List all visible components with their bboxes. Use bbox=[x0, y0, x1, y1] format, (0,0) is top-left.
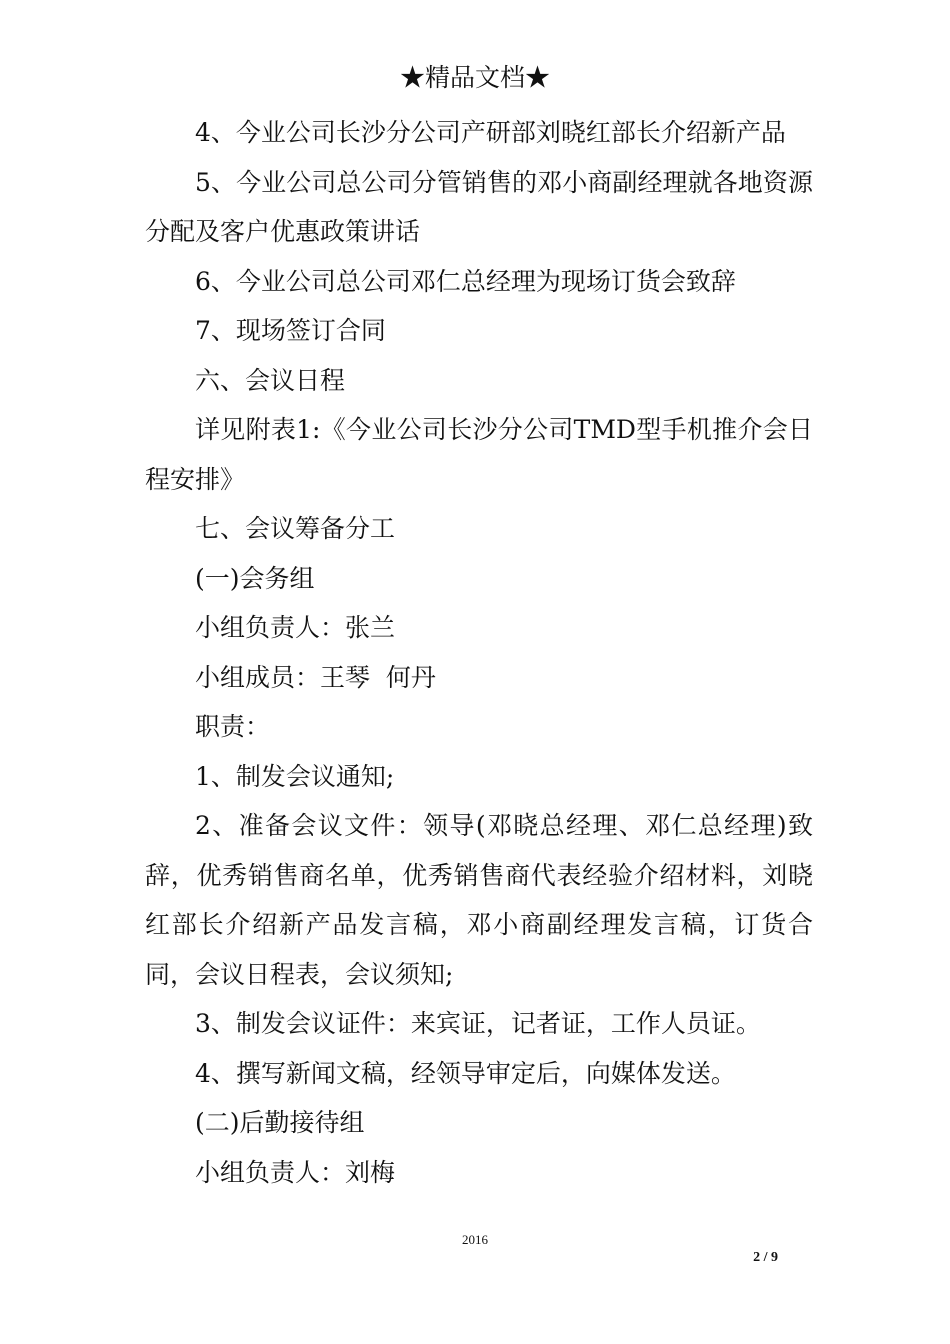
paragraph: 小组负责人：张兰 bbox=[195, 613, 396, 642]
paragraph: 1、制发会议通知; bbox=[195, 761, 395, 791]
section-heading: 七、会议筹备分工 bbox=[195, 514, 396, 543]
paragraph: 小组负责人：刘梅 bbox=[195, 1157, 396, 1187]
document-header-title: ★精品文档★ bbox=[399, 63, 550, 92]
paragraph: 小组成员：王琴 何丹 bbox=[195, 662, 436, 692]
document-body bbox=[145, 108, 813, 1197]
footer-year: 2016 bbox=[462, 1232, 488, 1247]
paragraph: 6、今业公司总公司邓仁总经理为现场订货会致辞 bbox=[195, 266, 736, 296]
page-number: 2 / 9 bbox=[753, 1250, 778, 1265]
subsection-heading: (二)后勤接待组 bbox=[195, 1108, 365, 1137]
paragraph: 2、准备会议文件：领导(邓晓总经理、邓仁总经理)致辞，优秀销售商名单，优秀销售商代表经验介绍材料，刘晓红部长介绍新产品发言稿，邓小商副经理发言稿，订货合同，会议日程表，会议须知; bbox=[145, 811, 813, 989]
section-heading: 六、会议日程 bbox=[195, 365, 346, 395]
paragraph: 3、制发会议证件：来宾证，记者证，工作人员证。 bbox=[195, 1009, 761, 1038]
paragraph: 7、现场签订合同 bbox=[195, 316, 386, 345]
paragraph: 4、撰写新闻文稿，经领导审定后，向媒体发送。 bbox=[195, 1058, 736, 1088]
paragraph: 4、今业公司长沙分公司产研部刘晓红部长介绍新产品 bbox=[195, 118, 786, 147]
subsection-heading: (一)会务组 bbox=[195, 563, 315, 593]
paragraph: 详见附表1:《今业公司长沙分公司TMD型手机推介会日程安排》 bbox=[145, 415, 813, 494]
paragraph: 5、今业公司总公司分管销售的邓小商副经理就各地资源分配及客户优惠政策讲话 bbox=[145, 167, 813, 246]
paragraph: 职责： bbox=[195, 712, 271, 741]
